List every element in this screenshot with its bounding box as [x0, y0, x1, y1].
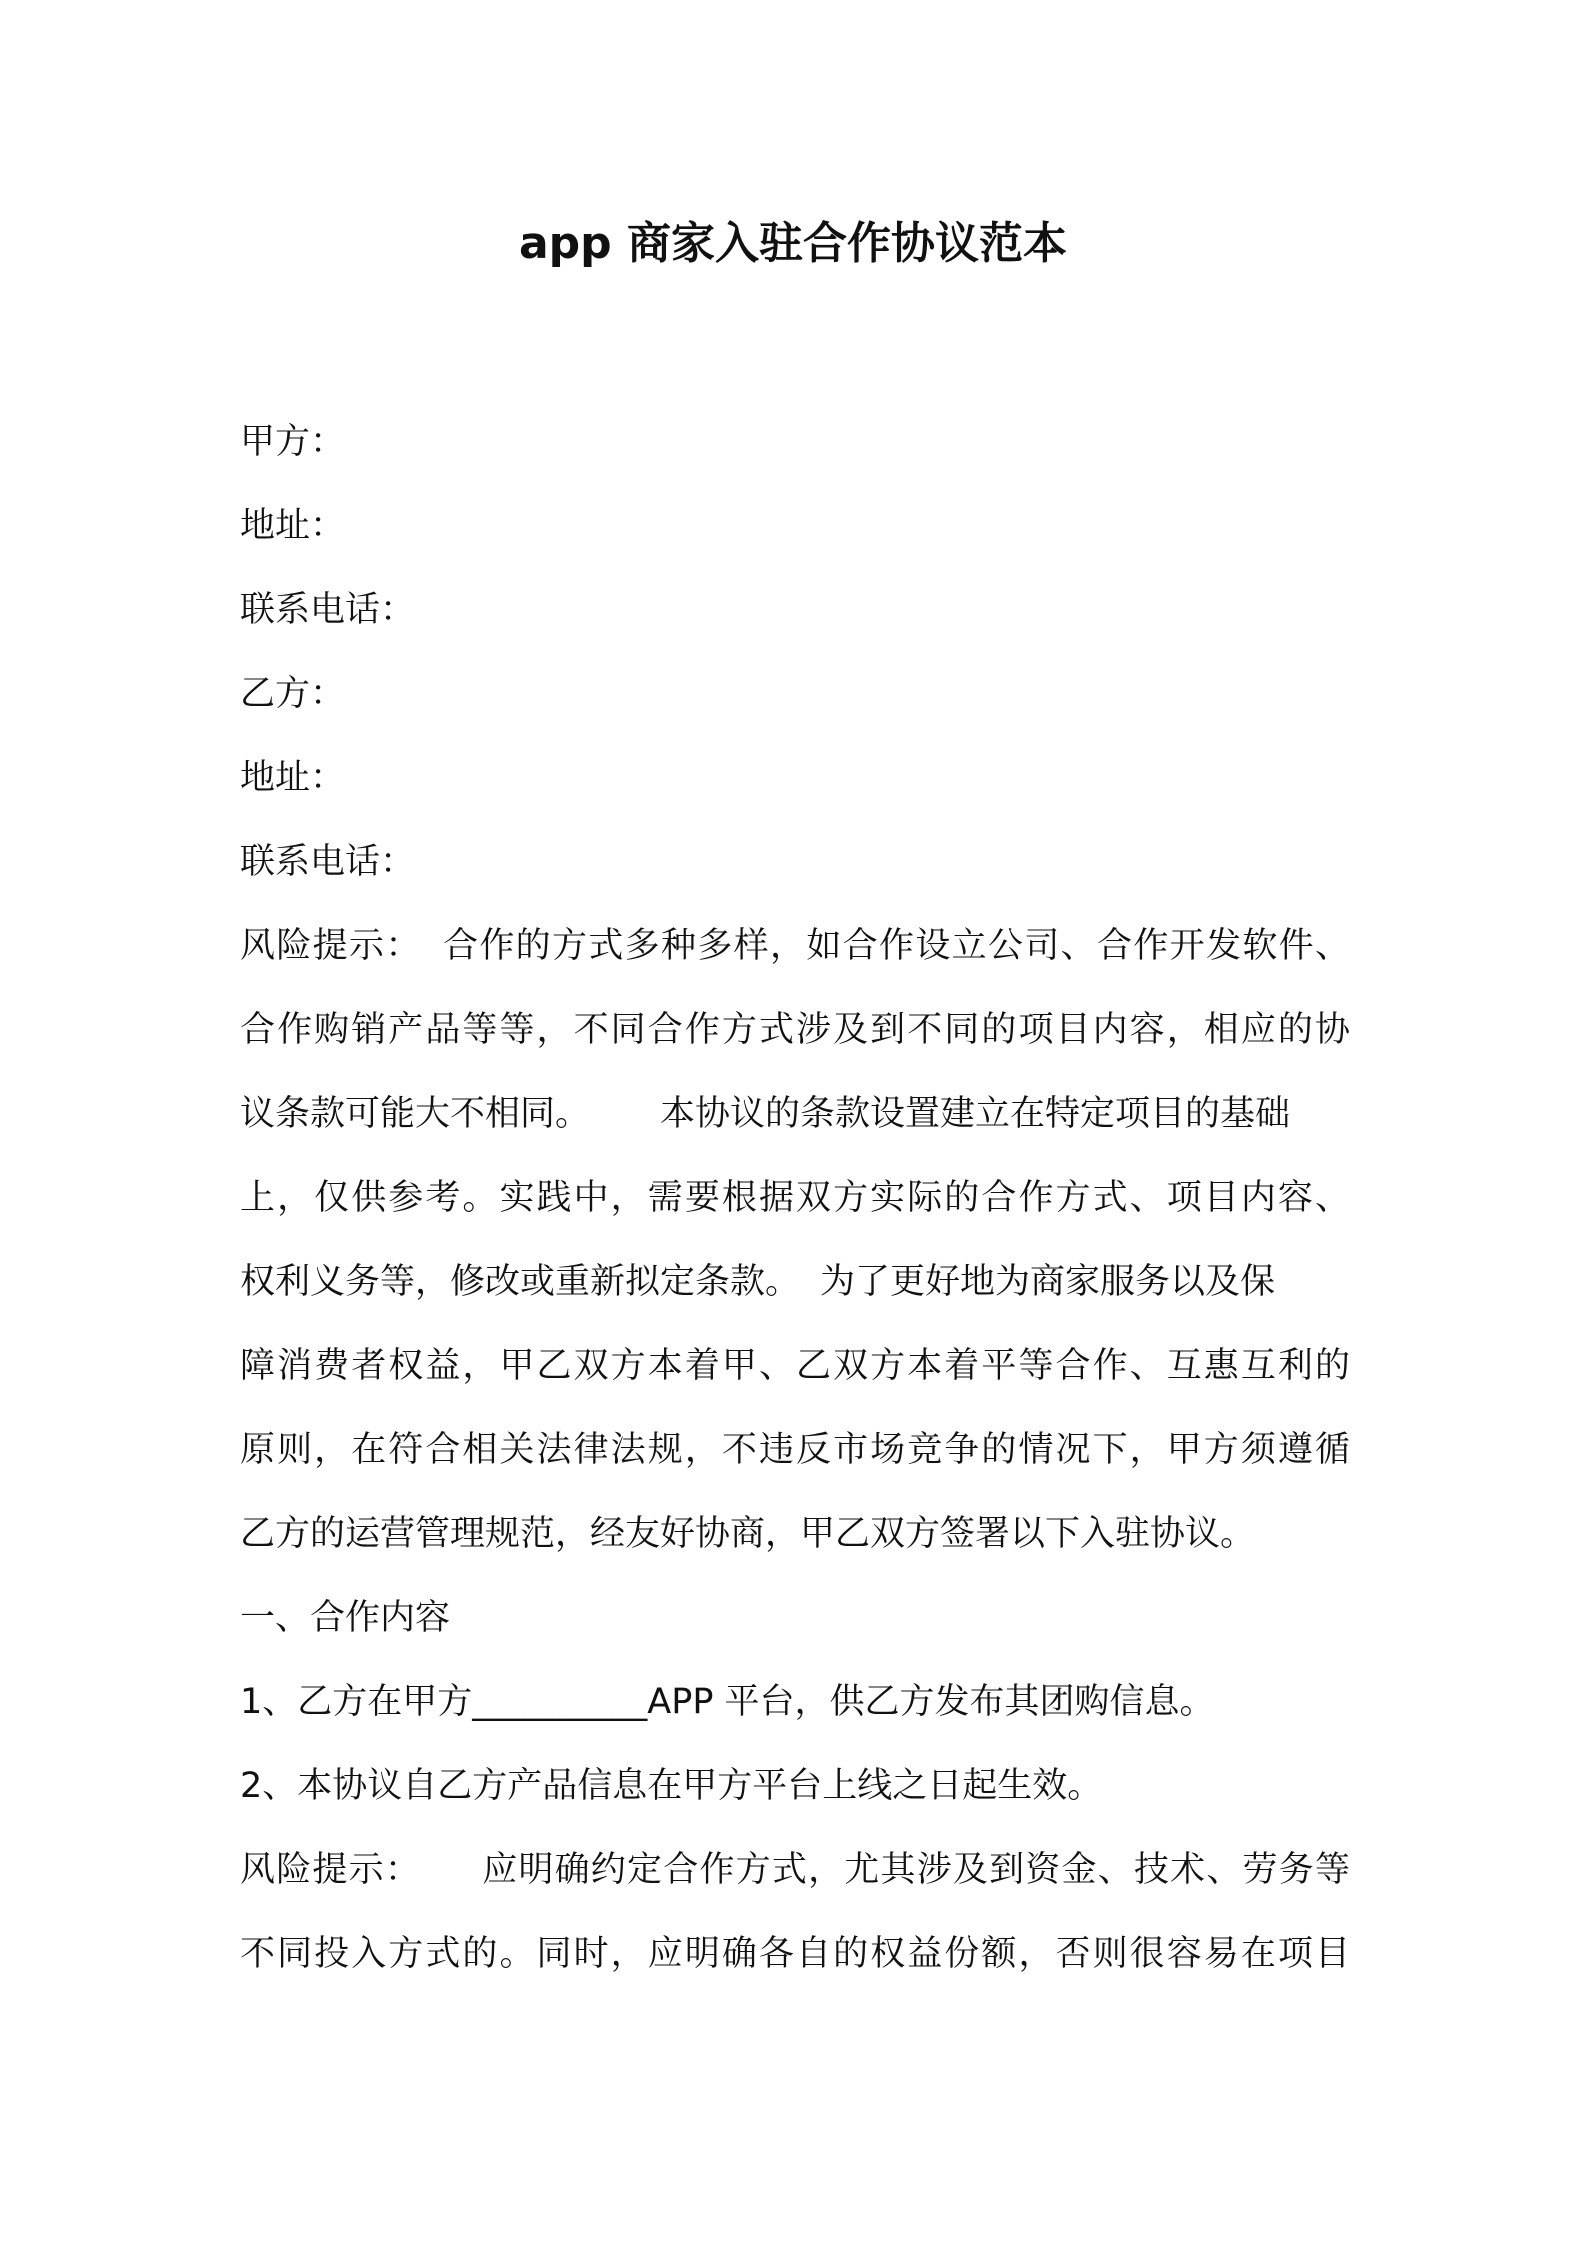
document-title: app 商家入驻合作协议范本: [518, 218, 1067, 269]
risk-notice-1-line: 议条款可能大不相同。 本协议的条款设置建立在特定项目的基础: [240, 1094, 1291, 1134]
party-a-address-label: 地址：: [240, 506, 346, 546]
risk-notice-1-line: 乙方的运营管理规范，经友好协商，甲乙双方签署以下入驻协议。: [240, 1514, 1256, 1554]
risk-notice-1-line: 权利义务等，修改或重新拟定条款。 为了更好地为商家服务以及保: [240, 1262, 1276, 1302]
section-1-clause: 1、乙方在甲方__________APP 平台，供乙方发布其团购信息。: [240, 1682, 1215, 1722]
risk-notice-2-line: 风险提示： 应明确约定合作方式，尤其涉及到资金、技术、劳务等: [240, 1850, 1350, 1890]
risk-notice-1-line: 原则，在符合相关法律法规，不违反市场竞争的情况下，甲方须遵循: [240, 1430, 1350, 1470]
party-b-label: 乙方：: [240, 674, 346, 714]
section-1-clause: 2、本协议自乙方产品信息在甲方平台上线之日起生效。: [240, 1766, 1103, 1806]
risk-notice-1-line: 风险提示： 合作的方式多种多样，如合作设立公司、合作开发软件、: [240, 926, 1350, 966]
party-a-label: 甲方：: [240, 422, 346, 462]
party-a-phone-label: 联系电话：: [240, 590, 416, 630]
risk-notice-1-line: 障消费者权益，甲乙双方本着甲、乙双方本着平等合作、互惠互利的: [240, 1346, 1350, 1386]
risk-notice-2-label: 风险提示：: [240, 1850, 422, 1890]
party-b-phone-label: 联系电话：: [240, 842, 416, 882]
risk-notice-2-line: 不同投入方式的。同时，应明确各自的权益份额，否则很容易在项目: [240, 1934, 1350, 1974]
party-b-address-label: 地址：: [240, 758, 346, 798]
section-1-heading: 一、合作内容: [240, 1598, 451, 1638]
risk-notice-1-label: 风险提示：: [240, 926, 422, 966]
document-body: [240, 400, 1350, 1996]
risk-notice-1-line: 上，仅供参考。实践中，需要根据双方实际的合作方式、项目内容、: [240, 1178, 1350, 1218]
risk-notice-1-line: 合作购销产品等等，不同合作方式涉及到不同的项目内容，相应的协: [240, 1010, 1350, 1050]
